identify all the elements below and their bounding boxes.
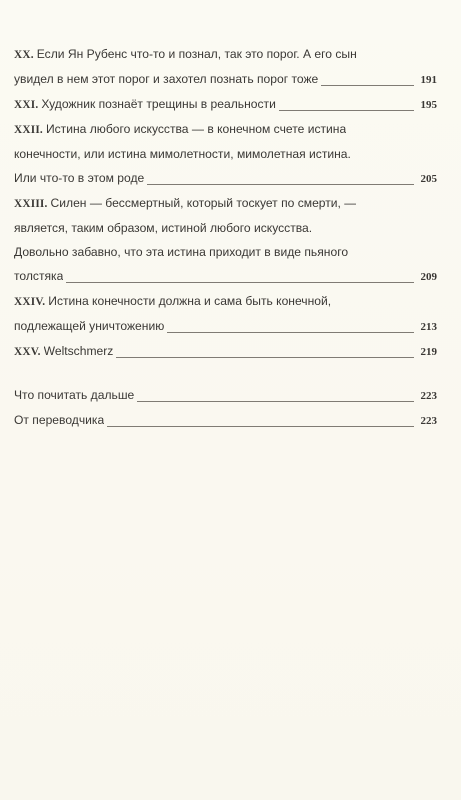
chapter-title-line: увидел в нем этот порог и захотел познать порог тоже — [14, 71, 319, 86]
chapter-number: XXII. — [14, 123, 43, 136]
page-number: 205 — [420, 172, 437, 185]
toc-entry-line — [14, 218, 437, 240]
toc-entry-line — [14, 316, 437, 339]
toc-entry-line — [14, 168, 437, 191]
appendix-list — [14, 385, 437, 433]
chapter-number: XXI. — [14, 98, 39, 111]
toc-entry — [14, 291, 437, 339]
appendix-title: Что почитать дальше — [14, 388, 135, 403]
page-number: 223 — [420, 415, 437, 428]
chapter-number: XXIII. — [14, 197, 48, 210]
chapter-title-line: Довольно забавно, что эта истина приходит в виде пьяного — [14, 244, 349, 259]
appendix-entry — [14, 385, 437, 408]
chapter-title-line: Силен — бессмертный, который тоскует по смерти, — — [50, 195, 357, 210]
chapter-title-line: Художник познаёт трещины в реальности — [41, 96, 276, 111]
chapter-title-line: Weltschmerz — [43, 343, 114, 358]
toc-entry-line — [14, 94, 437, 117]
chapter-title-line: Если Ян Рубенс что-то и познал, так это порог. А его сын — [36, 47, 357, 61]
section-gap — [14, 363, 437, 385]
toc-entry-line — [14, 44, 437, 67]
table-of-contents — [14, 44, 437, 363]
chapter-title-line: конечности, или истина мимолетности, мимолетная истина. — [14, 146, 351, 161]
appendix-line — [14, 410, 437, 433]
toc-entry-line — [14, 69, 437, 92]
page-number: 191 — [420, 73, 437, 86]
toc-entry — [14, 193, 437, 289]
dot-leader — [167, 332, 414, 333]
dot-leader — [107, 426, 414, 427]
toc-entry-line — [14, 193, 437, 216]
dot-leader — [279, 110, 414, 111]
dot-leader — [321, 85, 414, 86]
chapter-title-line: толстяка — [14, 268, 64, 283]
chapter-title-line: Истина любого искусства — в конечном счете истина — [45, 121, 347, 136]
chapter-title-line: Истина конечности должна и сама быть конечной, — [48, 293, 332, 308]
toc-entry — [14, 341, 437, 364]
dot-leader — [137, 401, 414, 402]
dot-leader — [116, 357, 414, 358]
toc-entry-line — [14, 341, 437, 364]
appendix-title: От переводчика — [14, 413, 105, 428]
chapter-number: XX. — [14, 49, 34, 61]
toc-entry — [14, 119, 437, 191]
page-number: 195 — [420, 98, 437, 111]
toc-entry-line — [14, 266, 437, 289]
toc-entry-line — [14, 242, 437, 264]
page-number: 213 — [420, 320, 437, 333]
toc-entry-line — [14, 119, 437, 142]
page-number: 209 — [420, 270, 437, 283]
dot-leader — [66, 282, 414, 283]
chapter-title-line: подлежащей уничтожению — [14, 318, 165, 333]
chapter-title-line: является, таким образом, истиной любого искусства. — [14, 220, 313, 235]
dot-leader — [147, 184, 414, 185]
chapter-number: XXIV. — [14, 295, 46, 308]
toc-entry — [14, 44, 437, 92]
toc-entry — [14, 94, 437, 117]
appendix-line — [14, 385, 437, 408]
chapter-title-line: Или что-то в этом роде — [14, 170, 145, 185]
toc-entry-line — [14, 144, 437, 166]
chapter-number: XXV. — [14, 345, 41, 358]
page-number: 219 — [420, 345, 437, 358]
toc-entry-line — [14, 291, 437, 314]
appendix-entry — [14, 410, 437, 433]
page-number: 223 — [420, 390, 437, 403]
